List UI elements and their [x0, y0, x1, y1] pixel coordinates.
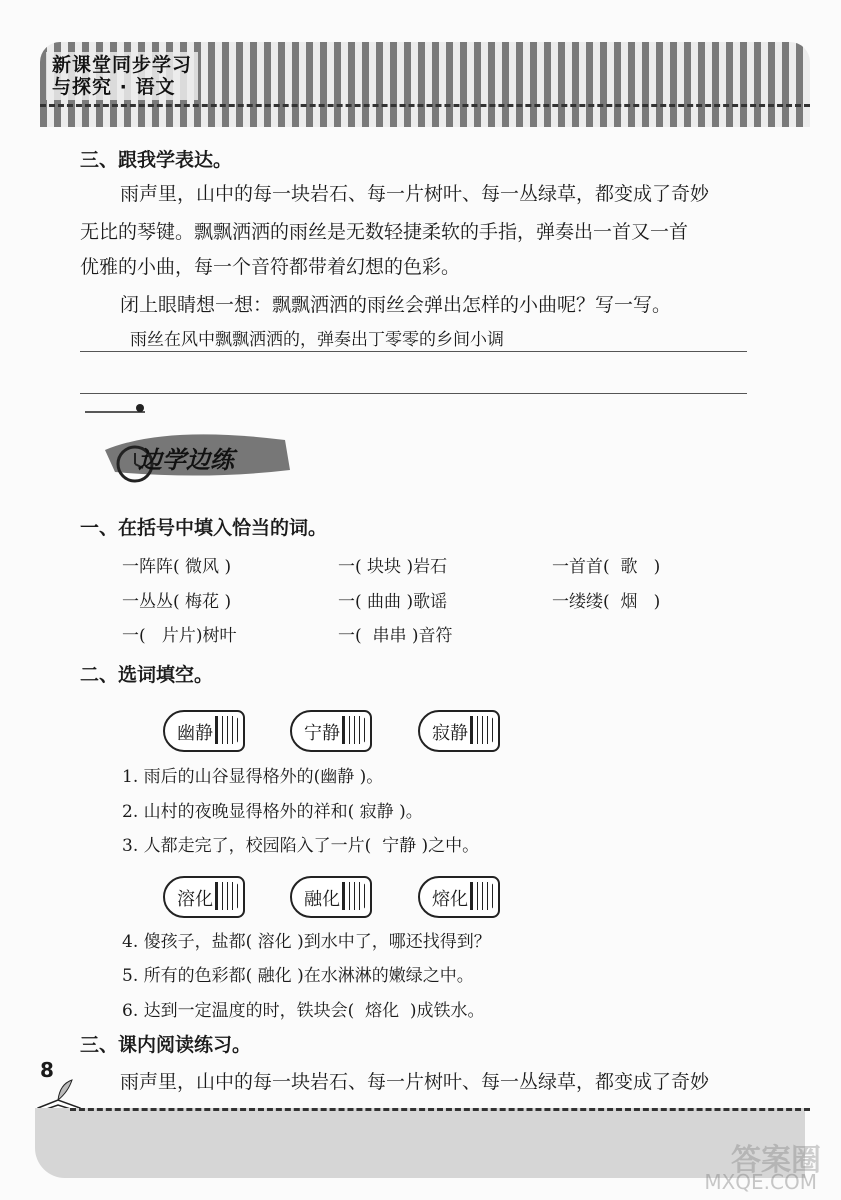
- header-dashline: [40, 104, 810, 107]
- fill-item: 一丛丛( 梅花 ): [122, 592, 232, 612]
- word-shell: [290, 710, 372, 752]
- fill-answer: 串串: [372, 626, 407, 646]
- choose-answer: 熔化: [365, 1001, 400, 1021]
- fill-answer: 歌: [620, 557, 638, 577]
- shell-word: 溶化: [177, 889, 213, 910]
- choose-question: 5. 所有的色彩都( 融化 )在水淋淋的嫩绿之中。: [122, 966, 474, 986]
- express-para-line2: 无比的琴键。飘飘洒洒的雨丝是无数轻捷柔软的手指，弹奏出一首又一首: [80, 221, 689, 243]
- shell-word: 寂静: [432, 723, 468, 744]
- fill-answer: 片片: [161, 626, 196, 646]
- fill-answer: 烟: [620, 592, 638, 612]
- shell-word: 幽静: [177, 723, 213, 744]
- express-answer: 雨丝在风中飘飘洒洒的，弹奏出丁零零的乡间小调: [130, 330, 504, 350]
- footer-band: [35, 1108, 805, 1178]
- fill-item: 一( 曲曲 )歌谣: [338, 592, 448, 612]
- fill-answer: 块块: [367, 557, 402, 577]
- shell-word: 融化: [304, 889, 340, 910]
- choose-answer: 宁静: [382, 836, 417, 856]
- shell-word: 熔化: [432, 889, 468, 910]
- word-shell: [418, 710, 500, 752]
- choose-answer: 幽静: [320, 767, 355, 787]
- book-title-line2: 与探究 · 语文: [52, 76, 176, 98]
- word-shell: [418, 876, 500, 918]
- page-number: 8: [40, 1058, 54, 1082]
- choose-question: 3. 人都走完了，校园陷入了一片( 宁静 )之中。: [122, 836, 480, 856]
- writing-line-1: [80, 351, 747, 352]
- fill-item: 一阵阵( 微风 ): [122, 557, 232, 577]
- fill-item: 一( 块块 )岩石: [338, 557, 448, 577]
- choose-answer: 融化: [257, 966, 292, 986]
- book-title: [46, 52, 198, 100]
- express-para-line3: 优雅的小曲，每一个音符都带着幻想的色彩。: [80, 256, 461, 278]
- fill-item: 一缕缕( 烟 ): [552, 592, 661, 612]
- express-prompt: 闭上眼睛想一想：飘飘洒洒的雨丝会弹出怎样的小曲呢？写一写。: [120, 294, 672, 316]
- watermark-text: 答案圈: [731, 1143, 821, 1178]
- choose-question: 4. 傻孩子，盐都( 溶化 )到水中了，哪还找得到？: [122, 932, 491, 952]
- choose-answer: 溶化: [257, 932, 292, 952]
- writing-line-2: [80, 393, 747, 394]
- section-title-fill: 一、在括号中填入恰当的词。: [80, 517, 328, 539]
- figure-head-icon: [136, 404, 144, 412]
- section-title-choose: 二、选词填空。: [80, 664, 214, 686]
- word-shell: [163, 710, 245, 752]
- choose-answer: 寂静: [359, 802, 394, 822]
- section-title-reading: 三、课内阅读练习。: [80, 1034, 252, 1056]
- section-title-express: 三、跟我学表达。: [80, 149, 233, 171]
- book-title-line1: 新课堂同步学习: [52, 54, 193, 76]
- express-para-line1: 雨声里，山中的每一块岩石、每一片树叶、每一丛绿草，都变成了奇妙: [120, 183, 710, 205]
- fill-answer: 微风: [185, 557, 220, 577]
- word-shell: [163, 876, 245, 918]
- choose-question: 1. 雨后的山谷显得格外的(幽静 )。: [122, 767, 384, 787]
- reading-para: 雨声里，山中的每一块岩石、每一片树叶、每一丛绿草，都变成了奇妙: [120, 1071, 710, 1093]
- footer-dashline: [70, 1108, 810, 1111]
- choose-question: 2. 山村的夜晚显得格外的祥和( 寂静 )。: [122, 802, 423, 822]
- fill-answer: 曲曲: [367, 592, 402, 612]
- shell-word: 宁静: [304, 723, 340, 744]
- fill-item: 一( 片片)树叶: [122, 626, 237, 646]
- fill-item: 一首首( 歌 ): [552, 557, 661, 577]
- word-shell: [290, 876, 372, 918]
- watermark-url: MXQE.COM: [704, 1170, 817, 1194]
- fill-answer: 梅花: [185, 592, 220, 612]
- fill-item: 一( 串串 )音符: [338, 626, 453, 646]
- banner-title: 边学边练: [138, 446, 234, 474]
- choose-question: 6. 达到一定温度的时，铁块会( 熔化 )成铁水。: [122, 1001, 485, 1021]
